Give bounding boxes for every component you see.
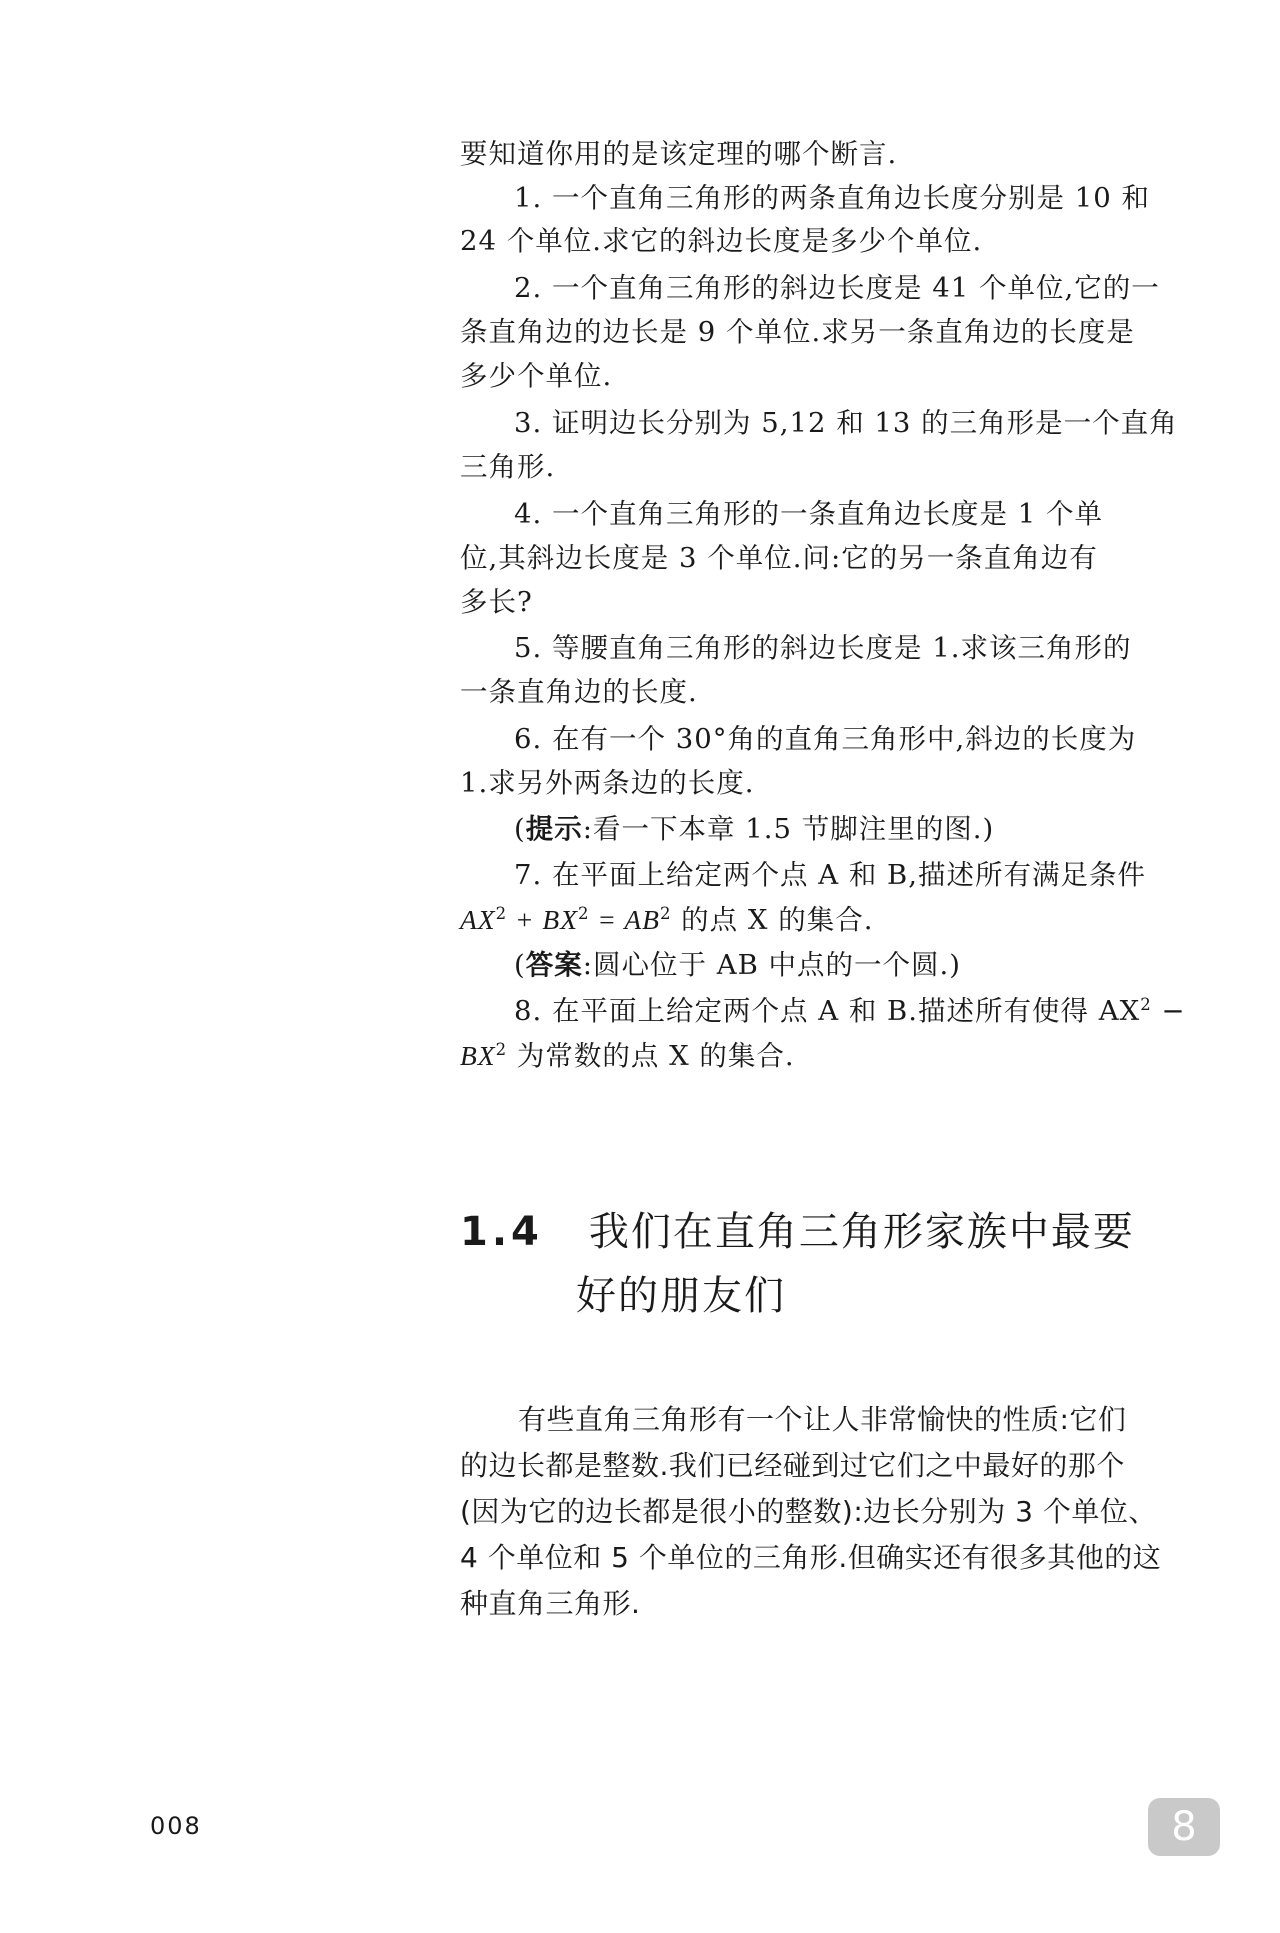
text-line: (因为它的边长都是很小的整数):边长分别为 3 个单位、 xyxy=(460,1495,1157,1528)
equation-line xyxy=(460,1038,795,1074)
exponent: 2 xyxy=(659,903,672,923)
exponent: 2 xyxy=(578,903,590,923)
section-title: 我们在直角三角形家族中最要 xyxy=(588,1209,1135,1255)
text: − xyxy=(1151,995,1186,1027)
answer-text: :圆心位于 AB 中点的一个圆.) xyxy=(582,949,962,981)
exercise-7: 7. 在平面上给定两个点 A 和 B,描述所有满足条件 xyxy=(514,859,1147,891)
paren: ( xyxy=(514,949,526,981)
text-line: 24 个单位.求它的斜边长度是多少个单位. xyxy=(460,225,983,257)
math-term: + BX xyxy=(507,904,579,935)
section-number: 1.4 xyxy=(460,1209,543,1255)
math-term: BX xyxy=(460,1040,496,1071)
math-term: = AB xyxy=(589,904,660,935)
exercise-8 xyxy=(514,993,1186,1029)
answer-keyword: 答案 xyxy=(525,949,583,981)
exercise-1: 1. 一个直角三角形的两条直角边长度分别是 10 和 xyxy=(514,182,1150,214)
text-line: 1.求另外两条边的长度. xyxy=(460,767,755,799)
heading-line-2: 好的朋友们 xyxy=(576,1273,786,1319)
exercise-4: 4. 一个直角三角形的一条直角边长度是 1 个单 xyxy=(514,498,1103,530)
exponent: 2 xyxy=(1140,994,1152,1014)
text-line: 位,其斜边长度是 3 个单位.问:它的另一条直角边有 xyxy=(460,542,1098,574)
text-line: 条直角边的边长是 9 个单位.求另一条直角边的长度是 xyxy=(460,316,1135,348)
text: 的点 X 的集合. xyxy=(671,904,874,936)
page-badge: 8 xyxy=(1148,1798,1220,1856)
exercise-3: 3. 证明边长分别为 5,12 和 13 的三角形是一个直角 xyxy=(514,407,1178,439)
text: 8. 在平面上给定两个点 A 和 B.描述所有使得 AX xyxy=(514,995,1141,1027)
math-term: AX xyxy=(460,904,496,935)
paren: ( xyxy=(514,813,526,845)
text-line: 要知道你用的是该定理的哪个断言. xyxy=(460,138,898,170)
text-line: 有些直角三角形有一个让人非常愉快的性质:它们 xyxy=(518,1403,1127,1436)
text-line: 多长? xyxy=(460,586,533,618)
heading-line-1 xyxy=(460,1206,1135,1258)
text-line: 4 个单位和 5 个单位的三角形.但确实还有很多其他的这 xyxy=(460,1541,1162,1574)
text-line: 种直角三角形. xyxy=(460,1587,641,1620)
text-line: 三角形. xyxy=(460,451,556,483)
exercise-5: 5. 等腰直角三角形的斜边长度是 1.求该三角形的 xyxy=(514,632,1132,664)
text-line: 的边长都是整数.我们已经碰到过它们之中最好的那个 xyxy=(460,1449,1125,1482)
hint-text: :看一下本章 1.5 节脚注里的图.) xyxy=(582,813,995,845)
exercise-2: 2. 一个直角三角形的斜边长度是 41 个单位,它的一 xyxy=(514,272,1160,304)
page-number: 008 xyxy=(150,1812,202,1840)
equation-line xyxy=(460,902,873,938)
text: 为常数的点 X 的集合. xyxy=(507,1040,795,1072)
exponent: 2 xyxy=(495,1039,508,1059)
exponent: 2 xyxy=(495,903,508,923)
text-line: 多少个单位. xyxy=(460,360,613,392)
hint-note xyxy=(514,811,994,847)
text-line: 一条直角边的长度. xyxy=(460,676,698,708)
hint-keyword: 提示 xyxy=(525,813,583,845)
answer-note xyxy=(514,947,961,983)
exercise-6: 6. 在有一个 30°角的直角三角形中,斜边的长度为 xyxy=(514,723,1137,755)
